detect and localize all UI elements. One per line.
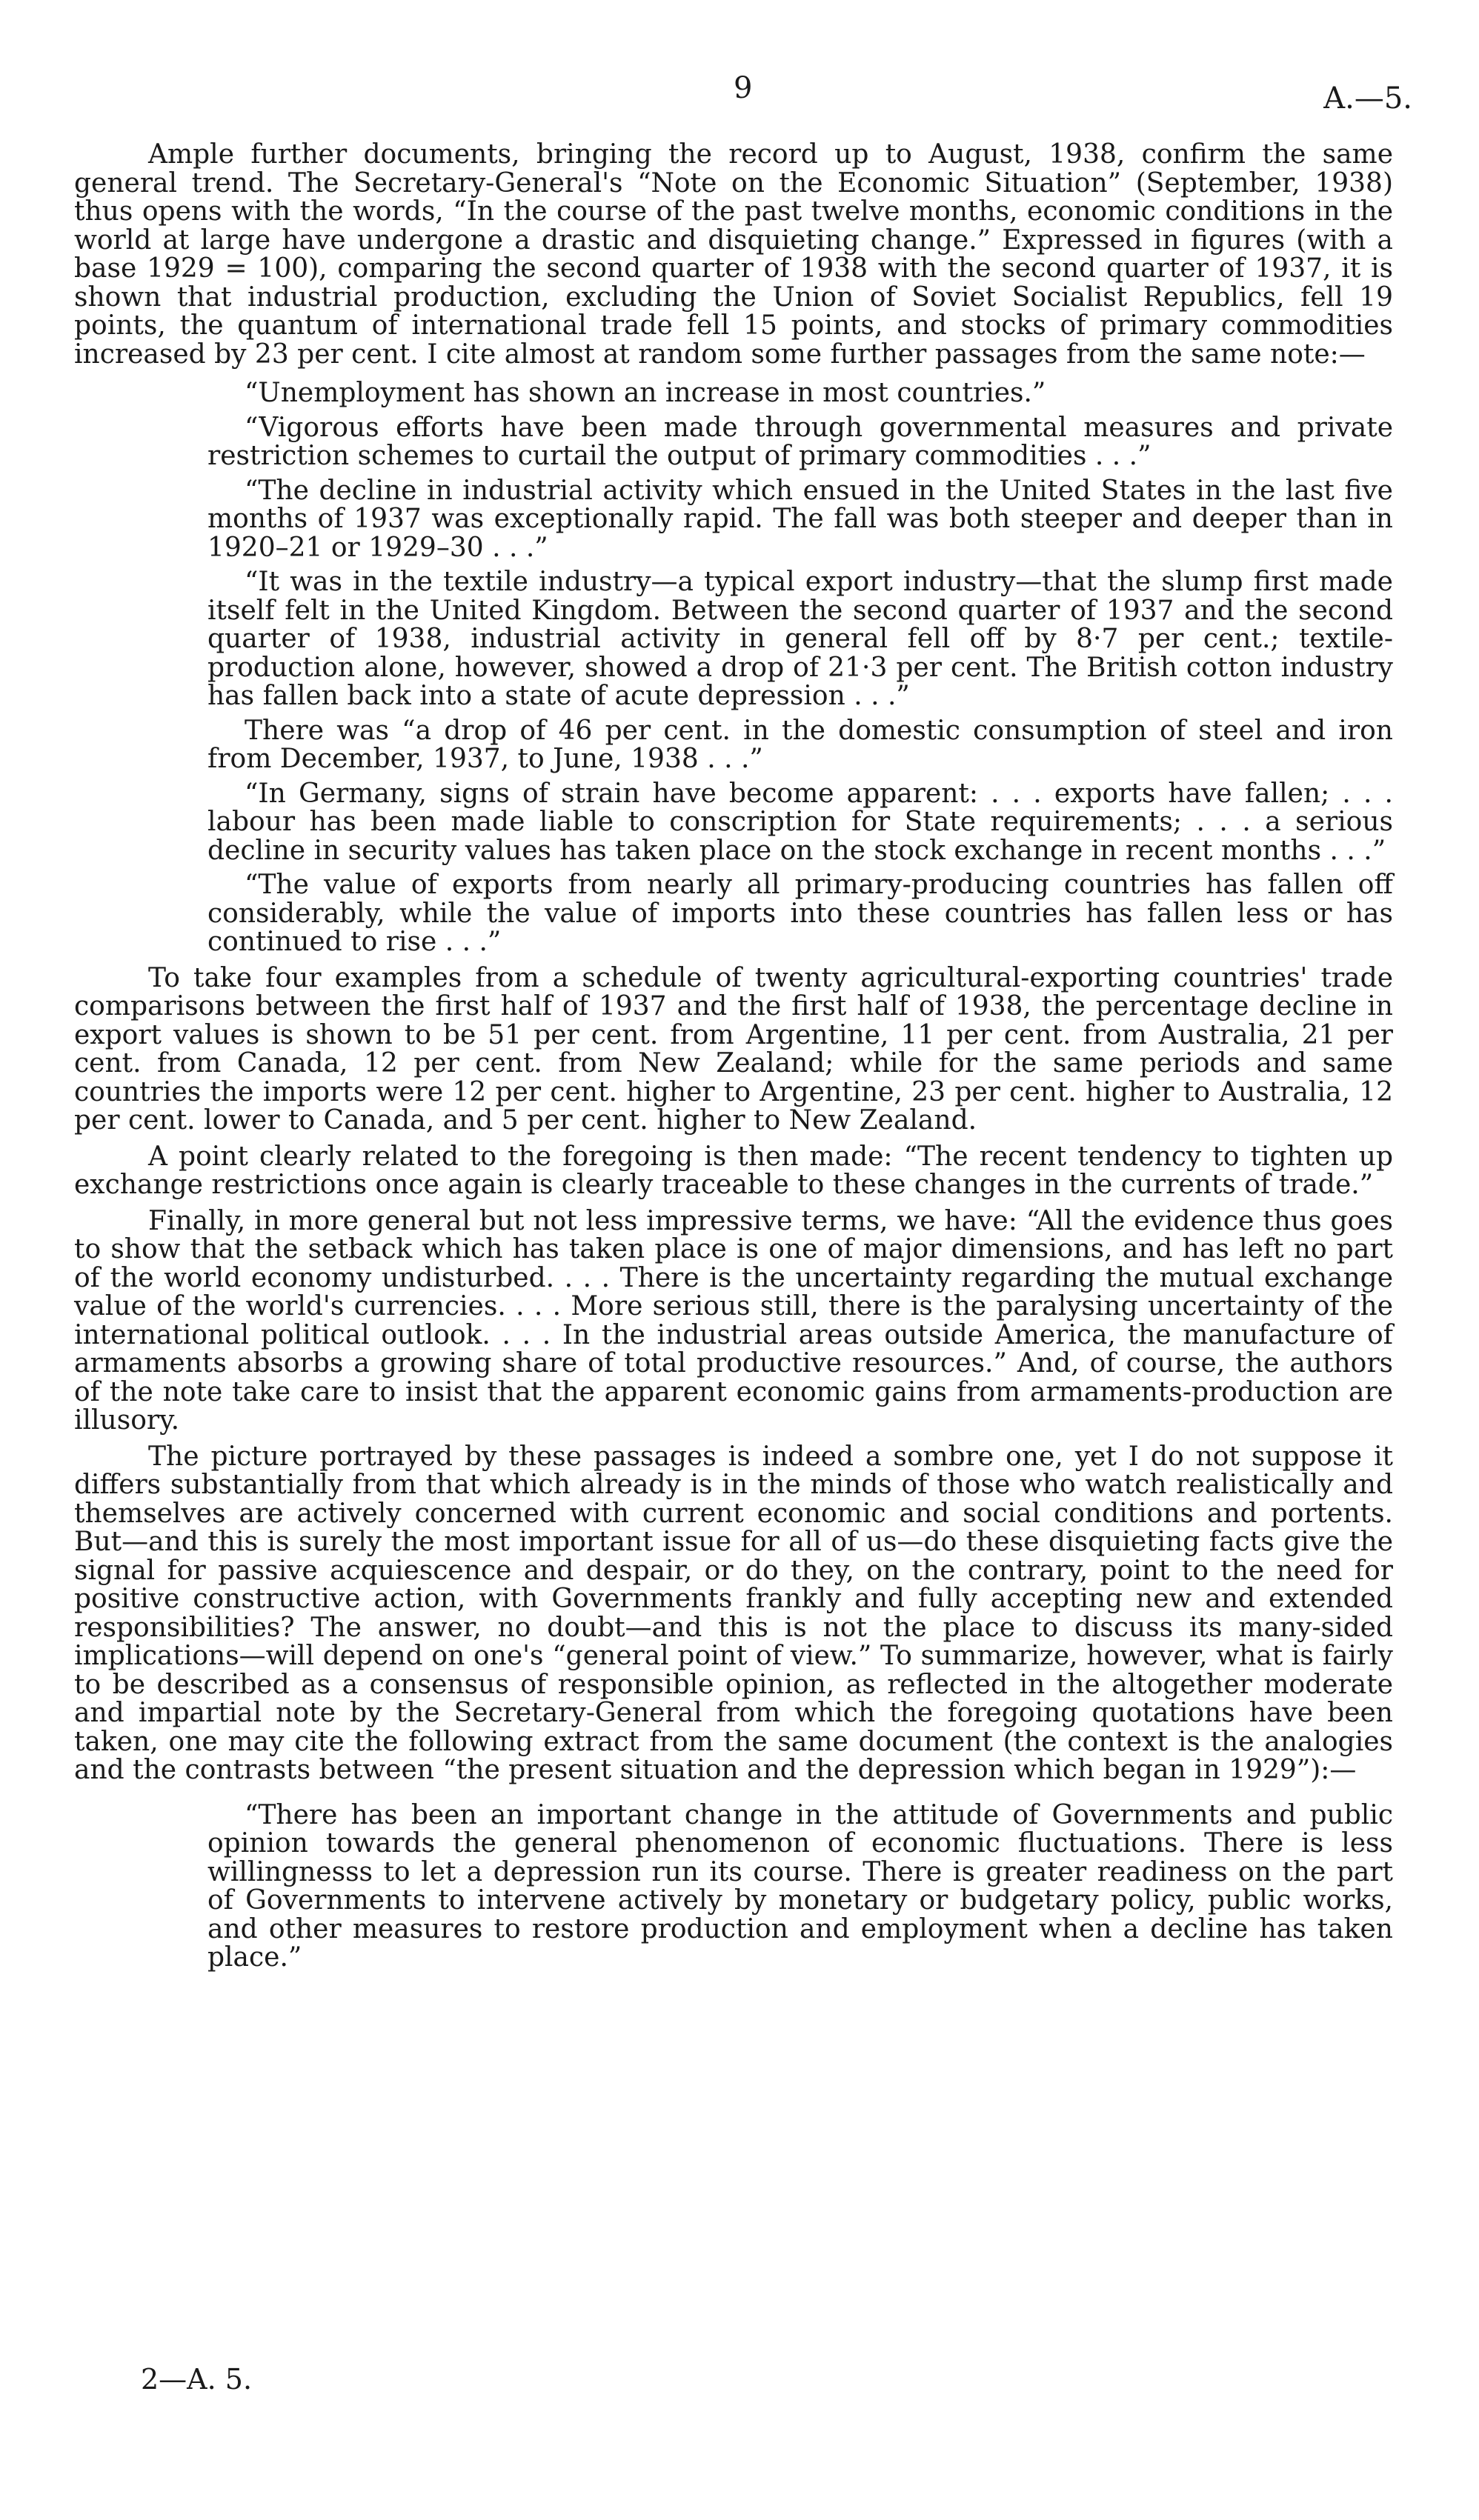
closing-quotation-block bbox=[207, 1801, 1393, 1973]
paragraph-general-terms: Finally, in more general but not less impressive terms, we have: “All the evidence thus goes to show that the setback which has taken place is one of major dimensions, and has left no part of the world economy undisturbed. . . . There is the uncertainty regarding the mutual exchange value of the world's currencies. . . . More serious still, there is the paralysing uncertainty of the international political outlook. . . . In the industrial areas outside America, the manufacture of armaments absorbs a growing share of total productive resources.” And, of course, the authors of the note take care to insist that the apparent economic gains from armaments-production are illusory. bbox=[74, 1205, 1393, 1436]
quote-us-decline: “The decline in industrial activity which ensued in the United States in the last five months of 1937 was exceptionally rapid. The fall was both steeper and deeper than in 1920–21 or 1929–30 . . .” bbox=[207, 475, 1393, 563]
quote-restriction-schemes: “Vigorous efforts have been made through governmental measures and private restriction schemes to curtail the output of primary commodities . . .” bbox=[207, 412, 1393, 471]
quote-primary-exports: “The value of exports from nearly all primary-producing countries has fallen off considerably, while the value of imports into these countries has fallen less or has continued to rise . . .” bbox=[207, 870, 1393, 957]
quote-textile-industry: “It was in the textile industry—a typical export industry—that the slump first made itself felt in the United Kingdom. Between the second quarter of 1937 and the second quarter of 1938, industrial activity in general fell off by 8·7 per cent.; textile-production alone, however, showed a drop of 21·3 per cent. The British cotton industry has fallen back into a state of acute depression . . .” bbox=[207, 567, 1393, 711]
quote-governments-attitude: “There has been an important change in the attitude of Governments and public opinion towards the general phenomenon of economic fluctuations. There is less willingnesss to let a depression run its course. There is greater readiness on the part of Governments to intervene actively by monetary or budgetary policy, public works, and other measures to restore production and employment when a decline has taken place.” bbox=[207, 1799, 1393, 1973]
paragraph-sombre-picture: The picture portrayed by these passages is indeed a sombre one, yet I do not suppose it differs substantially from that which already is in the minds of those who watch realistically and themselves are actively concerned with current economic and social conditions and portents. But—and this is surely the most important issue for all of us—do these disquieting facts give the signal for passive acquiescence and despair, or do they, on the contrary, point to the need for positive constructive action, with Governments frankly and fully accepting new and extended responsibilities? The answer, no doubt—and this is not the place to discuss its many-sided implications—will depend on one's “general point of view.” To summarize, however, what is fairly to be described as a consensus of responsible opinion, as reflected in the altogether moderate and impartial note by the Secretary-General from which the foregoing quotations have been taken, one may cite the following extract from the same document (the context is the analogies and the contrasts between “the present situation and the depression which began in 1929”):— bbox=[74, 1441, 1393, 1785]
page-number: 9 bbox=[734, 71, 753, 105]
paragraph-intro: Ample further documents, bringing the record up to August, 1938, confirm the same general trend. The Secretary-General's “Note on the Economic Situation” (September, 1938) thus opens with the words, “In the course of the past twelve months, economic conditions in the world at large have undergone a drastic and disquieting change.” Expressed in figures (with a base 1929 = 100), comparing the second quarter of 1938 with the second quarter of 1937, it is shown that industrial production, excluding the Union of Soviet Socialist Republics, fell 19 points, the quantum of international trade fell 15 points, and stocks of primary commodities increased by 23 per cent. I cite almost at random some further passages from the same note:— bbox=[74, 139, 1393, 370]
paragraph-trade-examples: To take four examples from a schedule of twenty agricultural-exporting countries' trade comparisons between the first half of 1937 and the first half of 1938, the percentage decline in export values is shown to be 51 per cent. from Argentine, 11 per cent. from Australia, 21 per cent. from Canada, 12 per cent. from New Zealand; while for the same periods and same countries the imports were 12 per cent. higher to Argentine, 23 per cent. higher to Australia, 12 per cent. lower to Canada, and 5 per cent. higher to New Zealand. bbox=[74, 962, 1393, 1136]
footer-signature: 2—A. 5. bbox=[141, 2363, 253, 2396]
paragraph-exchange-restrictions: A point clearly related to the foregoing is then made: “The recent tendency to tighten up exchange restrictions once again is clearly traceable to these changes in the currents of trade.” bbox=[74, 1141, 1393, 1200]
quote-steel-iron: There was “a drop of 46 per cent. in the domestic consumption of steel and iron from December, 1937, to June, 1938 . . .” bbox=[207, 715, 1393, 774]
quote-germany: “In Germany, signs of strain have become apparent: . . . exports have fallen; . . . labour has been made liable to conscription for State requirements; . . . a serious decline in security values has taken place on the stock exchange in recent months . . .” bbox=[207, 778, 1393, 866]
quote-unemployment: “Unemployment has shown an increase in most countries.” bbox=[245, 378, 1046, 408]
document-body bbox=[74, 141, 1393, 1973]
quotations-block bbox=[207, 379, 1393, 957]
document-reference: A.—5. bbox=[1323, 81, 1412, 116]
